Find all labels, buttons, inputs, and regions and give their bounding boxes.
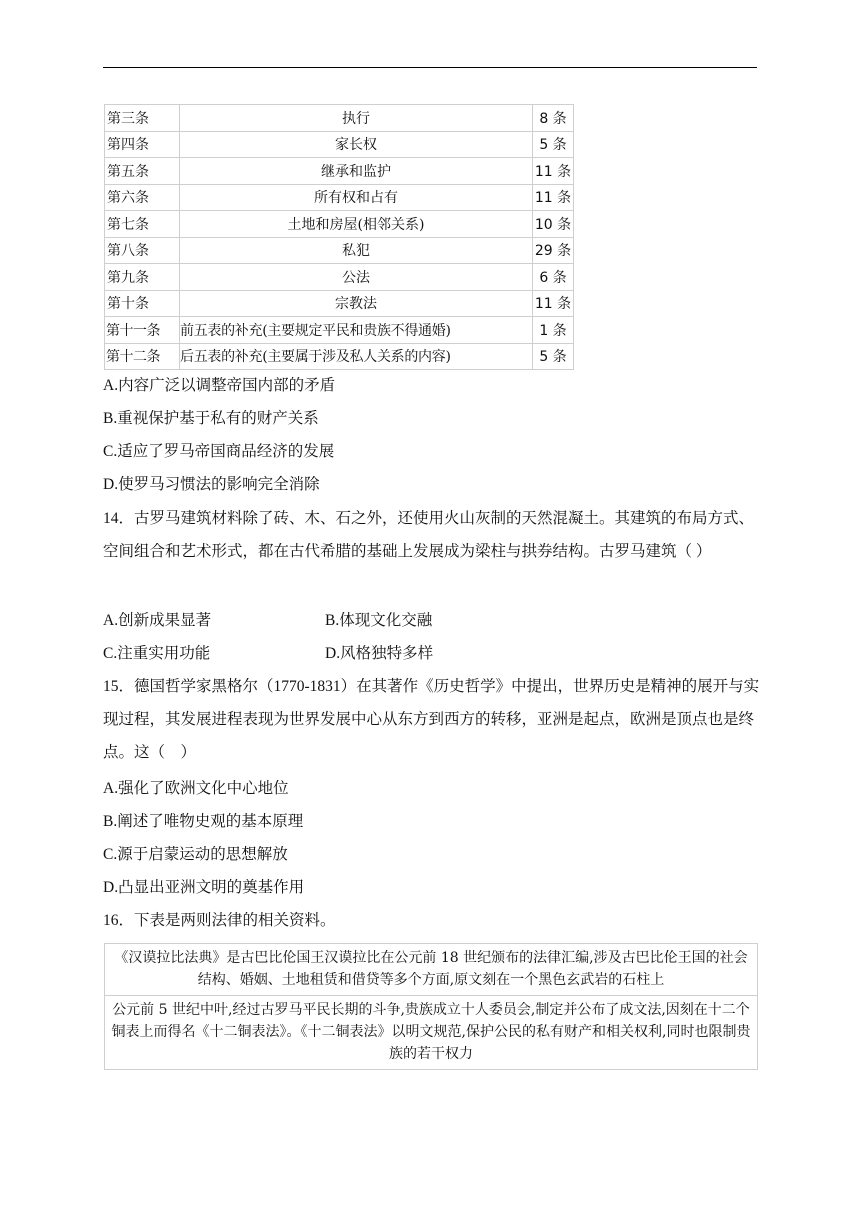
- count-cell: 11 条: [533, 158, 574, 185]
- article-cell: 第三条: [105, 105, 180, 132]
- count-cell: 6 条: [533, 264, 574, 291]
- q14-option-d: D.风格独特多样: [325, 645, 434, 662]
- count-cell: 1 条: [533, 317, 574, 344]
- article-cell: 第七条: [105, 211, 180, 238]
- table-row: [105, 944, 758, 996]
- q13-option-c: C.适应了罗马帝国商品经济的发展: [103, 443, 335, 460]
- article-cell: 第十一条: [105, 317, 180, 344]
- hammurabi-cell: 《汉谟拉比法典》是古巴比伦国王汉谟拉比在公元前 18 世纪颁布的法律汇编,涉及古巴比伦王国的社会结构、婚姻、土地租赁和借贷等多个方面,原文刻在一个黑色玄武岩的石柱上: [105, 944, 758, 996]
- table-row: [105, 211, 574, 238]
- table-row: [105, 996, 758, 1070]
- count-cell: 5 条: [533, 131, 574, 158]
- table-row: [105, 184, 574, 211]
- table-row: [105, 264, 574, 291]
- article-cell: 第四条: [105, 131, 180, 158]
- content-cell: 土地和房屋(相邻关系): [180, 211, 533, 238]
- table-row: [105, 317, 574, 344]
- table-row: [105, 290, 574, 317]
- q15-stem: 15．德国哲学家黑格尔（1770-1831）在其著作《历史哲学》中提出，世界历史是精神的展开与实现过程，其发展进程表现为世界发展中心从东方到西方的转移，亚洲是起点，欧洲是顶点也是终点。这（ ）: [103, 678, 760, 761]
- count-cell: 11 条: [533, 184, 574, 211]
- header-rule: [103, 67, 757, 68]
- q15-option-d: D.凸显出亚洲文明的奠基作用: [103, 879, 305, 896]
- content-cell: 继承和监护: [180, 158, 533, 185]
- article-cell: 第八条: [105, 237, 180, 264]
- q15-option-c: C.源于启蒙运动的思想解放: [103, 846, 288, 863]
- q13-option-d: D.使罗马习惯法的影响完全消除: [103, 476, 320, 493]
- q13-option-a: A.内容广泛以调整帝国内部的矛盾: [103, 377, 336, 394]
- q15-option-a: A.强化了欧洲文化中心地位: [103, 780, 289, 797]
- q13-option-b: B.重视保护基于私有的财产关系: [103, 410, 319, 427]
- count-cell: 5 条: [533, 343, 574, 370]
- content-cell: 所有权和占有: [180, 184, 533, 211]
- table-row: [105, 237, 574, 264]
- table-row: [105, 131, 574, 158]
- q14-stem: 14．古罗马建筑材料除了砖、木、石之外，还使用火山灰制的天然混凝土。其建筑的布局方式、空间组合和艺术形式，都在古代希腊的基础上发展成为梁柱与拱券结构。古罗马建筑（ ）: [103, 510, 755, 560]
- article-cell: 第五条: [105, 158, 180, 185]
- twelve-tables-table: [104, 104, 574, 370]
- article-cell: 第十条: [105, 290, 180, 317]
- count-cell: 10 条: [533, 211, 574, 238]
- table-row: [105, 158, 574, 185]
- q14-option-c: C.注重实用功能: [103, 645, 211, 662]
- q14-option-a: A.创新成果显著: [103, 612, 212, 629]
- q16-stem: 16．下表是两则法律的相关资料。: [103, 912, 336, 929]
- article-cell: 第十二条: [105, 343, 180, 370]
- content-cell: 宗教法: [180, 290, 533, 317]
- law-comparison-table: [104, 943, 758, 1070]
- content-cell: 前五表的补充(主要规定平民和贵族不得通婚): [180, 317, 533, 344]
- count-cell: 11 条: [533, 290, 574, 317]
- content-cell: 执行: [180, 105, 533, 132]
- table-row: [105, 343, 574, 370]
- count-cell: 8 条: [533, 105, 574, 132]
- content-cell: 后五表的补充(主要属于涉及私人关系的内容): [180, 343, 533, 370]
- q14-option-b: B.体现文化交融: [325, 612, 433, 629]
- twelve-tables-cell: 公元前 5 世纪中叶,经过古罗马平民长期的斗争,贵族成立十人委员会,制定并公布了成文法,因刻在十二个铜表上而得名《十二铜表法》。《十二铜表法》以明文规范,保护公民的私有财产和相关权利,同时也限制贵族的若干权力: [105, 996, 758, 1070]
- content-cell: 私犯: [180, 237, 533, 264]
- content-cell: 家长权: [180, 131, 533, 158]
- count-cell: 29 条: [533, 237, 574, 264]
- article-cell: 第六条: [105, 184, 180, 211]
- article-cell: 第九条: [105, 264, 180, 291]
- q15-option-b: B.阐述了唯物史观的基本原理: [103, 813, 304, 830]
- table-row: [105, 105, 574, 132]
- content-cell: 公法: [180, 264, 533, 291]
